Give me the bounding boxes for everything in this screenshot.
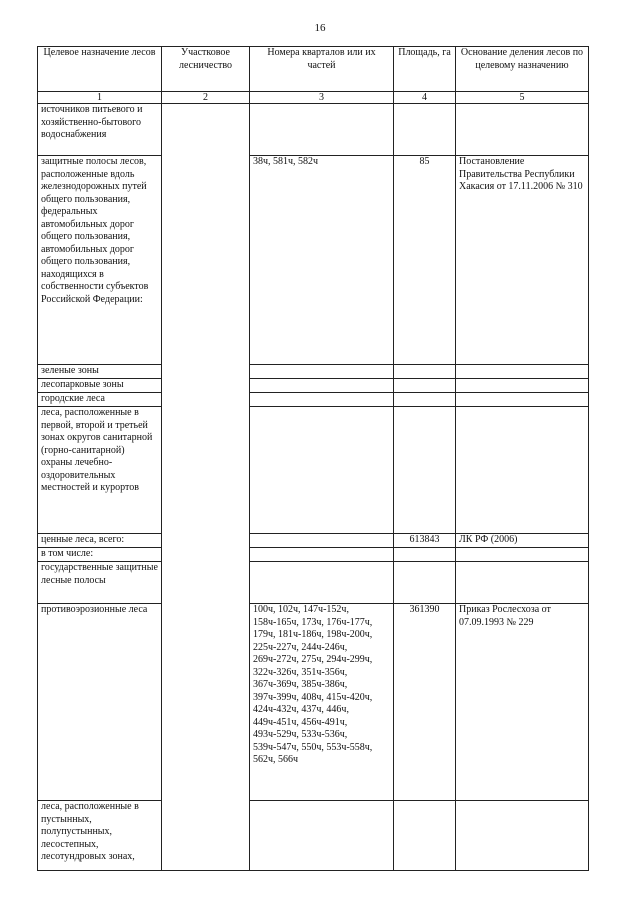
basis-cell (456, 548, 589, 562)
column-number: 3 (250, 92, 394, 104)
header-area: Площадь, га (394, 47, 456, 92)
quarters-cell (250, 104, 394, 156)
area-cell (394, 801, 456, 871)
area-cell (394, 548, 456, 562)
basis-cell: Постановление Правительства Республики Хакасия от 17.11.2006 № 310 (456, 156, 589, 365)
column-number: 4 (394, 92, 456, 104)
column-number: 2 (162, 92, 250, 104)
purpose-cell: городские леса (38, 393, 162, 407)
basis-cell (456, 562, 589, 604)
quarters-cell: 100ч, 102ч, 147ч-152ч, 158ч-165ч, 173ч, 176ч-177ч, 179ч, 181ч-186ч, 198ч-200ч, 225ч-227ч, 244ч-246ч, 269ч-272ч, 275ч, 294ч-299ч, 322ч-326ч, 351ч-356ч, 367ч-369ч, 385ч-386ч, 397ч-399ч, 408ч, 415ч-420ч, 424ч-432ч, 437ч, 446ч, 449ч-451ч, 456ч-491ч, 493ч-529ч, 533ч-536ч, 539ч-547ч, 550ч, 553ч-558ч, 562ч, 566ч (250, 604, 394, 801)
quarters-cell (250, 562, 394, 604)
quarters-cell (250, 548, 394, 562)
area-cell (394, 104, 456, 156)
purpose-cell: ценные леса, всего: (38, 534, 162, 548)
column-number: 5 (456, 92, 589, 104)
quarters-cell (250, 407, 394, 534)
purpose-cell: защитные полосы лесов, расположенные вдоль железнодорожных путей общего пользования, федеральных автомобильных дорог общего пользования, автомобильных дорог общего пользования, находящихся в собственности субъектов Российской Федерации: (38, 156, 162, 365)
area-cell: 85 (394, 156, 456, 365)
quarters-cell (250, 379, 394, 393)
basis-cell (456, 365, 589, 379)
area-cell (394, 562, 456, 604)
table-row (38, 379, 589, 393)
area-cell: 361390 (394, 604, 456, 801)
table-row (38, 534, 589, 548)
basis-cell (456, 801, 589, 871)
purpose-cell: противоэрозионные леса (38, 604, 162, 801)
quarters-cell (250, 393, 394, 407)
forestry-cell (162, 104, 250, 871)
quarters-cell: 38ч, 581ч, 582ч (250, 156, 394, 365)
basis-cell (456, 407, 589, 534)
purpose-cell: в том числе: (38, 548, 162, 562)
quarters-cell (250, 365, 394, 379)
area-cell (394, 407, 456, 534)
table-row (38, 365, 589, 379)
header-forestry: Участковое лесничество (162, 47, 250, 92)
area-cell (394, 379, 456, 393)
table-header-row (38, 47, 589, 92)
basis-cell: ЛК РФ (2006) (456, 534, 589, 548)
basis-cell (456, 104, 589, 156)
purpose-cell: леса, расположенные в пустынных, полупустынных, лесостепных, лесотундровых зонах, (38, 801, 162, 871)
table-row (38, 604, 589, 801)
header-quarters: Номера кварталов или их частей (250, 47, 394, 92)
area-cell (394, 365, 456, 379)
table-row (38, 562, 589, 604)
area-cell (394, 393, 456, 407)
purpose-cell: зеленые зоны (38, 365, 162, 379)
quarters-cell (250, 534, 394, 548)
table-row (38, 156, 589, 365)
header-purpose: Целевое назначение лесов (38, 47, 162, 92)
area-cell: 613843 (394, 534, 456, 548)
purpose-cell: лесопарковые зоны (38, 379, 162, 393)
basis-cell: Приказ Рослесхоза от 07.09.1993 № 229 (456, 604, 589, 801)
table-row (38, 407, 589, 534)
page-number: 16 (314, 22, 326, 34)
column-number-row (38, 92, 589, 104)
column-number: 1 (38, 92, 162, 104)
quarters-cell (250, 801, 394, 871)
table-row (38, 801, 589, 871)
table-row (38, 104, 589, 156)
header-basis: Основание деления лесов по целевому назначению (456, 47, 589, 92)
purpose-cell: леса, расположенные в первой, второй и третьей зонах округов санитарной (горно-санитарной) охраны лечебно-оздоровительных местностей и курортов (38, 407, 162, 534)
forest-purpose-table (37, 46, 589, 871)
purpose-cell: источников питьевого и хозяйственно-бытового водоснабжения (38, 104, 162, 156)
basis-cell (456, 379, 589, 393)
table-row (38, 393, 589, 407)
table-row (38, 548, 589, 562)
purpose-cell: государственные защитные лесные полосы (38, 562, 162, 604)
basis-cell (456, 393, 589, 407)
